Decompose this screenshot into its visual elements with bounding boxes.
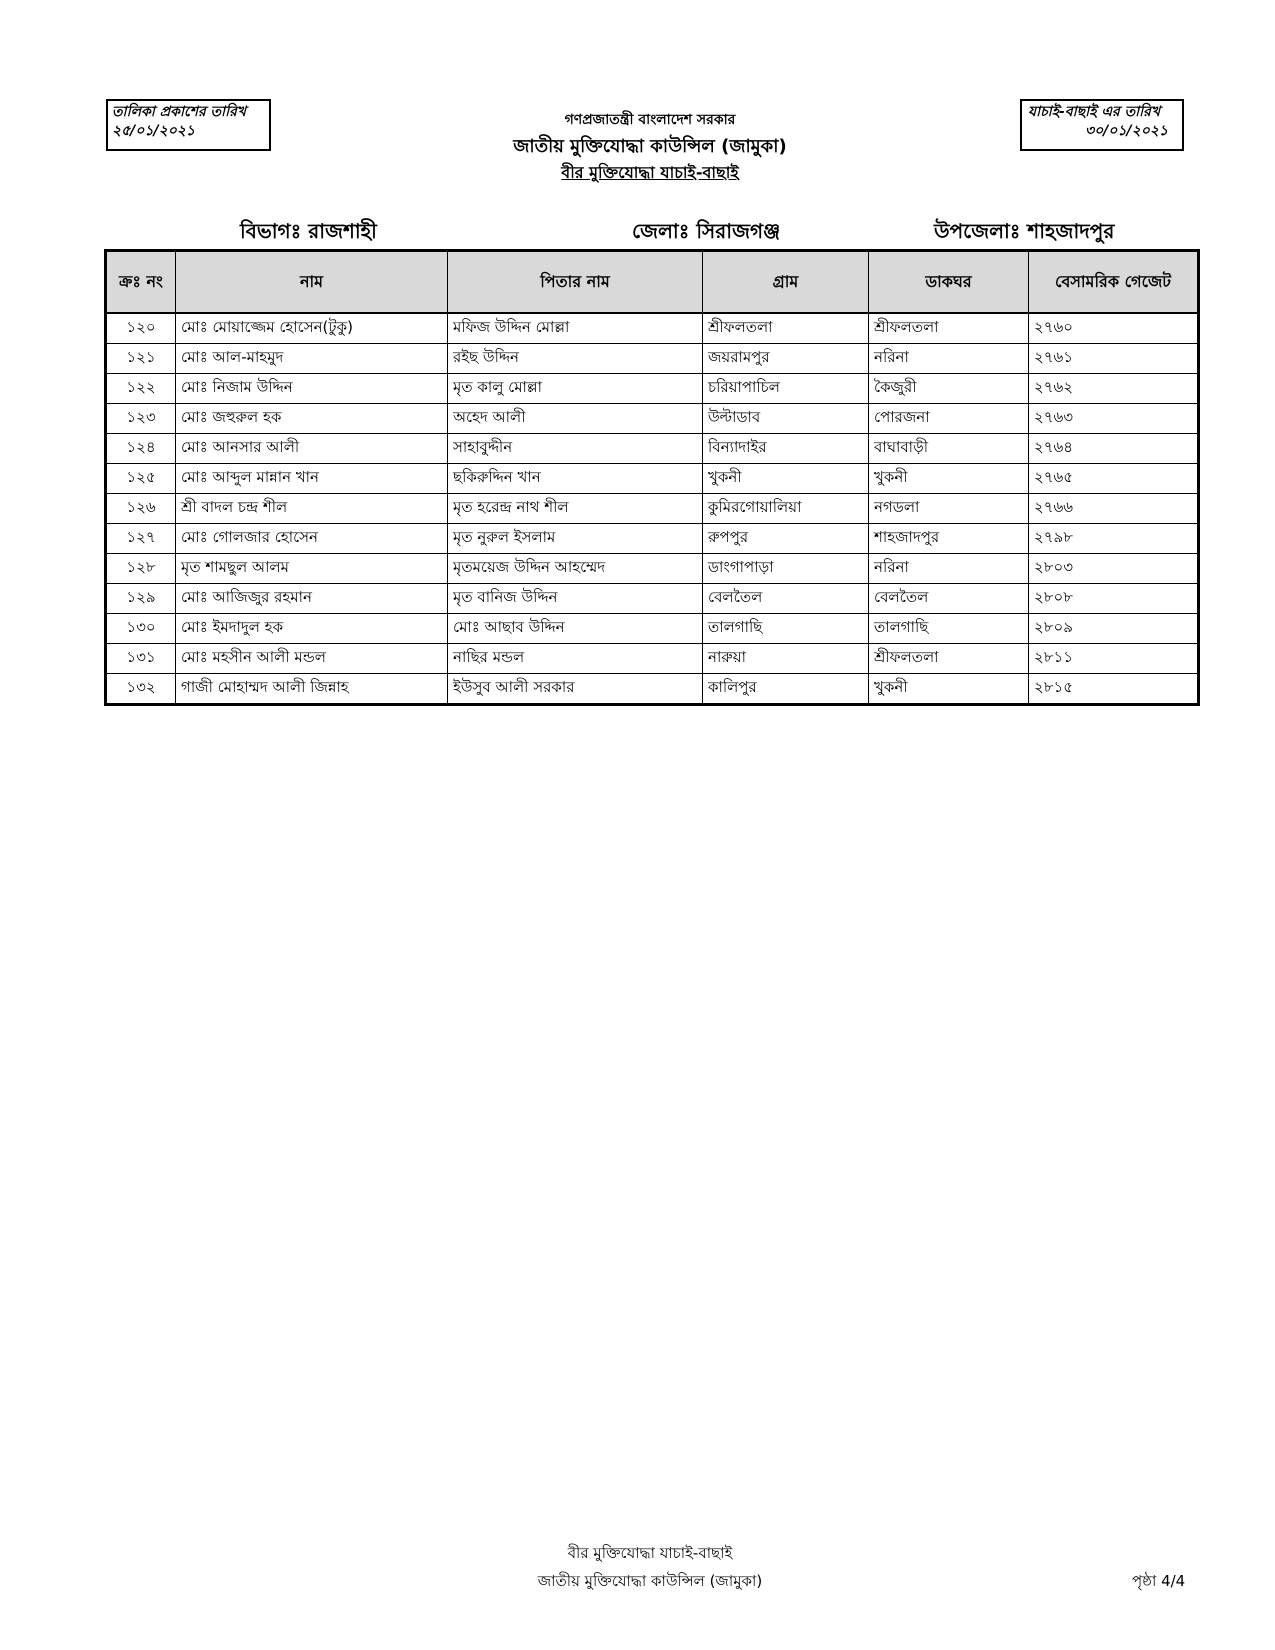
father-name-cell: অহেদ আলী (448, 404, 703, 434)
name-cell: মোঃ নিজাম উদ্দিন (176, 374, 448, 404)
village-cell: তালগাছি (703, 614, 869, 644)
header-civil-gazette: বেসামরিক গেজেট (1029, 251, 1199, 314)
page-number: পৃষ্ঠা 4/4 (1132, 1572, 1186, 1590)
header-post-office: ডাকঘর (869, 251, 1029, 314)
serial-cell: ১৩১ (106, 644, 176, 674)
government-heading: গণপ্রজাতন্ত্রী বাংলাদেশ সরকার (564, 112, 736, 128)
table-row (106, 464, 1199, 494)
table-row (106, 404, 1199, 434)
name-cell: শ্রী বাদল চন্দ্র শীল (176, 494, 448, 524)
district-label: জেলাঃ সিরাজগঞ্জ (632, 219, 781, 243)
table-row (106, 584, 1199, 614)
village-cell: কুমিরগোয়ালিয়া (703, 494, 869, 524)
footer-subtitle: বীর মুক্তিযোদ্ধা যাচাই-বাছাই (567, 1544, 733, 1562)
serial-cell: ১২৬ (106, 494, 176, 524)
gazette-cell: ২৭৬৬ (1029, 494, 1199, 524)
header-village: গ্রাম (703, 251, 869, 314)
name-cell: মোঃ গোলজার হোসেন (176, 524, 448, 554)
gazette-cell: ২৭৬৪ (1029, 434, 1199, 464)
serial-cell: ১২৭ (106, 524, 176, 554)
serial-cell: ১২৮ (106, 554, 176, 584)
post-office-cell: তালগাছি (869, 614, 1029, 644)
gazette-cell: ২৭৬১ (1029, 344, 1199, 374)
father-name-cell: মৃত কালু মোল্লা (448, 374, 703, 404)
serial-cell: ১২০ (106, 313, 176, 344)
post-office-cell: পোরজনা (869, 404, 1029, 434)
village-cell: ডাংগাপাড়া (703, 554, 869, 584)
gazette-cell: ২৭৬২ (1029, 374, 1199, 404)
publish-date-box (106, 99, 271, 151)
serial-cell: ১২৪ (106, 434, 176, 464)
serial-cell: ১২৫ (106, 464, 176, 494)
gazette-cell: ২৮০৩ (1029, 554, 1199, 584)
table-row (106, 614, 1199, 644)
freedom-fighter-table (104, 249, 1200, 706)
father-name-cell: মৃত নুরুল ইসলাম (448, 524, 703, 554)
serial-cell: ১৩০ (106, 614, 176, 644)
table-row (106, 313, 1199, 344)
division-label: বিভাগঃ রাজশাহী (240, 219, 377, 243)
village-cell: কালিপুর (703, 674, 869, 705)
village-cell: জয়রামপুর (703, 344, 869, 374)
serial-cell: ১৩২ (106, 674, 176, 705)
father-name-cell: রইছ উদ্দিন (448, 344, 703, 374)
verification-date-value: ৩০/০১/২০২১ (1084, 123, 1168, 139)
father-name-cell: ছকিরুদ্দিন খান (448, 464, 703, 494)
father-name-cell: মৃতময়েজ উদ্দিন আহম্মেদ (448, 554, 703, 584)
gazette-cell: ২৭৬৫ (1029, 464, 1199, 494)
village-cell: উল্টাডাব (703, 404, 869, 434)
table-row (106, 434, 1199, 464)
table-row (106, 644, 1199, 674)
publish-date-value: ২৫/০১/২০২১ (112, 123, 195, 139)
father-name-cell: মৃত বানিজ উদ্দিন (448, 584, 703, 614)
serial-cell: ১২১ (106, 344, 176, 374)
father-name-cell: মৃত হরেন্দ্র নাথ শীল (448, 494, 703, 524)
table-row (106, 524, 1199, 554)
village-cell: বেলতৈল (703, 584, 869, 614)
name-cell: মোঃ মহসীন আলী মন্ডল (176, 644, 448, 674)
post-office-cell: নরিনা (869, 554, 1029, 584)
village-cell: খুকনী (703, 464, 869, 494)
village-cell: রুপপুর (703, 524, 869, 554)
gazette-cell: ২৮০৮ (1029, 584, 1199, 614)
upazila-label: উপজেলাঃ শাহজাদপুর (934, 219, 1115, 243)
village-cell: শ্রীফলতলা (703, 313, 869, 344)
post-office-cell: শাহজাদপুর (869, 524, 1029, 554)
document-subtitle: বীর মুক্তিযোদ্ধা যাচাই-বাছাই (561, 163, 739, 182)
header-father-name: পিতার নাম (448, 251, 703, 314)
name-cell: মোঃ জহুরুল হক (176, 404, 448, 434)
gazette-cell: ২৮০৯ (1029, 614, 1199, 644)
post-office-cell: কৈজুরী (869, 374, 1029, 404)
verification-date-box (1020, 99, 1184, 151)
village-cell: বিন্যাদাইর (703, 434, 869, 464)
post-office-cell: খুকনী (869, 464, 1029, 494)
table-row (106, 494, 1199, 524)
table-row (106, 554, 1199, 584)
father-name-cell: সাহাবুদ্দীন (448, 434, 703, 464)
table-row (106, 374, 1199, 404)
village-cell: চরিয়াপাচিল (703, 374, 869, 404)
verification-date-label: যাচাই-বাছাই এর তারিখ (1028, 104, 1161, 120)
post-office-cell: শ্রীফলতলা (869, 313, 1029, 344)
table-row (106, 674, 1199, 705)
post-office-cell: বেলতৈল (869, 584, 1029, 614)
council-heading: জাতীয় মুক্তিযোদ্ধা কাউন্সিল (জামুকা) (513, 136, 787, 157)
serial-cell: ১২৯ (106, 584, 176, 614)
header-serial: ক্রঃ নং (106, 251, 176, 314)
name-cell: মোঃ ইমদাদুল হক (176, 614, 448, 644)
name-cell: গাজী মোহাম্মদ আলী জিন্নাহ (176, 674, 448, 705)
publish-date-label: তালিকা প্রকাশের তারিখ (112, 104, 246, 120)
gazette-cell: ২৭৬০ (1029, 313, 1199, 344)
gazette-cell: ২৭৯৮ (1029, 524, 1199, 554)
post-office-cell: নগডলা (869, 494, 1029, 524)
name-cell: মৃত শামছুল আলম (176, 554, 448, 584)
table-row (106, 344, 1199, 374)
post-office-cell: খুকনী (869, 674, 1029, 705)
name-cell: মোঃ আব্দুল মান্নান খান (176, 464, 448, 494)
footer-council: জাতীয় মুক্তিযোদ্ধা কাউন্সিল (জামুকা) (537, 1572, 763, 1590)
village-cell: নারুয়া (703, 644, 869, 674)
header-name: নাম (176, 251, 448, 314)
father-name-cell: মোঃ আছাব উদ্দিন (448, 614, 703, 644)
post-office-cell: বাঘাবাড়ী (869, 434, 1029, 464)
gazette-cell: ২৮১১ (1029, 644, 1199, 674)
table-header-row (106, 251, 1199, 314)
name-cell: মোঃ আনসার আলী (176, 434, 448, 464)
post-office-cell: নরিনা (869, 344, 1029, 374)
name-cell: মোঃ আল-মাহমুদ (176, 344, 448, 374)
serial-cell: ১২৩ (106, 404, 176, 434)
name-cell: মোঃ মোয়াজ্জেম হোসেন(টুকু) (176, 313, 448, 344)
father-name-cell: নাছির মন্ডল (448, 644, 703, 674)
serial-cell: ১২২ (106, 374, 176, 404)
gazette-cell: ২৭৬৩ (1029, 404, 1199, 434)
name-cell: মোঃ আজিজুর রহমান (176, 584, 448, 614)
father-name-cell: ইউসুব আলী সরকার (448, 674, 703, 705)
post-office-cell: শ্রীফলতলা (869, 644, 1029, 674)
gazette-cell: ২৮১৫ (1029, 674, 1199, 705)
father-name-cell: মফিজ উদ্দিন মোল্লা (448, 313, 703, 344)
